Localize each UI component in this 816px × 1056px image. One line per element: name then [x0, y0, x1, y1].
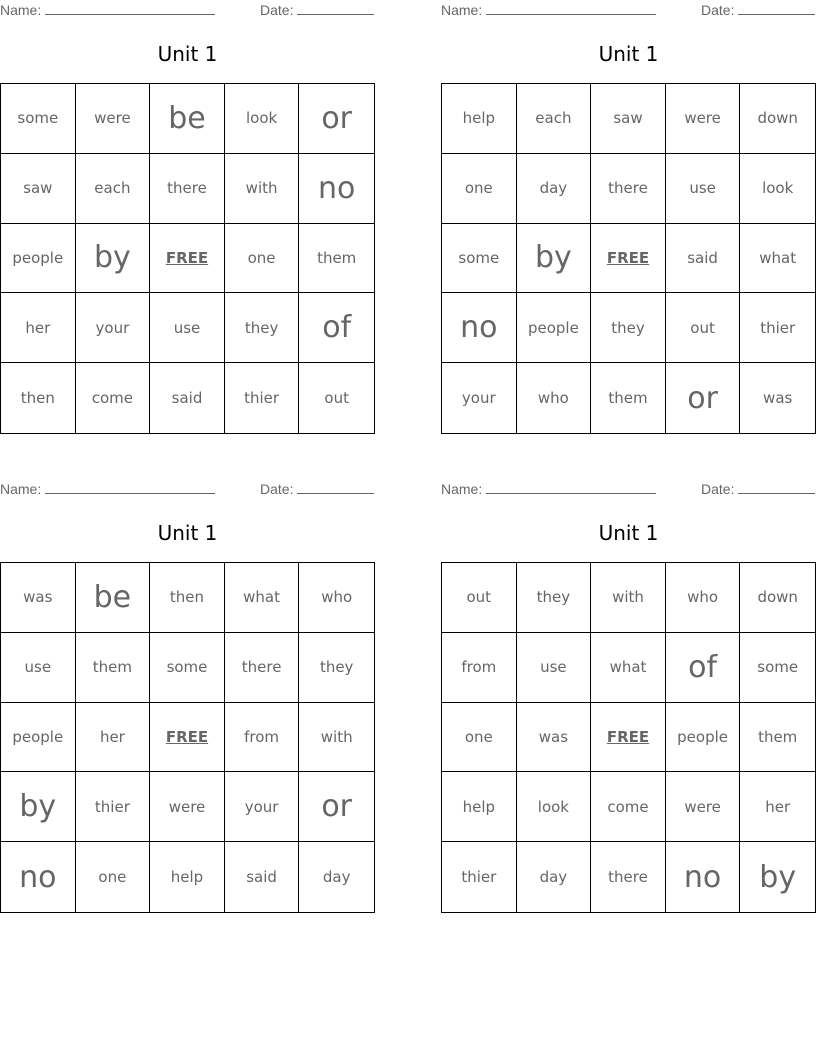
bingo-cell[interactable]: were: [150, 772, 225, 842]
bingo-cell[interactable]: by: [76, 224, 151, 294]
bingo-cell[interactable]: then: [150, 563, 225, 633]
bingo-cell[interactable]: who: [666, 563, 741, 633]
bingo-cell[interactable]: who: [517, 363, 592, 433]
bingo-cell[interactable]: was: [1, 563, 76, 633]
bingo-cell[interactable]: there: [225, 633, 300, 703]
bingo-cell[interactable]: day: [517, 842, 592, 912]
bingo-cell[interactable]: her: [76, 703, 151, 773]
bingo-cell[interactable]: no: [299, 154, 374, 224]
date-line: [297, 2, 374, 15]
bingo-cell[interactable]: your: [225, 772, 300, 842]
bingo-cell[interactable]: they: [299, 633, 374, 703]
bingo-cell[interactable]: people: [1, 703, 76, 773]
bingo-cell[interactable]: with: [299, 703, 374, 773]
bingo-cell[interactable]: saw: [591, 84, 666, 154]
bingo-cell[interactable]: help: [442, 772, 517, 842]
bingo-cell[interactable]: what: [591, 633, 666, 703]
bingo-cell[interactable]: help: [150, 842, 225, 912]
bingo-cell[interactable]: by: [517, 224, 592, 294]
bingo-cell[interactable]: what: [740, 224, 815, 294]
bingo-cell[interactable]: of: [666, 633, 741, 703]
bingo-cell[interactable]: be: [150, 84, 225, 154]
card-title: Unit 1: [157, 42, 218, 66]
bingo-cell[interactable]: said: [225, 842, 300, 912]
bingo-cell[interactable]: down: [740, 563, 815, 633]
bingo-cell[interactable]: no: [666, 842, 741, 912]
name-label: Name:: [441, 2, 483, 18]
bingo-cell[interactable]: some: [1, 84, 76, 154]
bingo-cell[interactable]: come: [591, 772, 666, 842]
bingo-cell[interactable]: were: [666, 772, 741, 842]
bingo-cell[interactable]: with: [225, 154, 300, 224]
date-field[interactable]: [260, 481, 374, 497]
date-label: Date:: [260, 481, 294, 497]
bingo-cell[interactable]: they: [591, 293, 666, 363]
bingo-cell[interactable]: thier: [225, 363, 300, 433]
name-field[interactable]: [0, 2, 215, 18]
date-line: [738, 481, 815, 494]
bingo-cell[interactable]: or: [299, 772, 374, 842]
bingo-cell[interactable]: look: [740, 154, 815, 224]
date-line: [297, 481, 374, 494]
bingo-cell[interactable]: said: [666, 224, 741, 294]
name-label: Name:: [0, 2, 42, 18]
bingo-cell[interactable]: look: [517, 772, 592, 842]
bingo-cell[interactable]: thier: [442, 842, 517, 912]
bingo-cell[interactable]: use: [666, 154, 741, 224]
bingo-cell[interactable]: no: [1, 842, 76, 912]
bingo-cell[interactable]: was: [517, 703, 592, 773]
free-space[interactable]: FREE: [150, 224, 225, 294]
bingo-cell[interactable]: thier: [76, 772, 151, 842]
name-field[interactable]: [441, 2, 656, 18]
bingo-cell[interactable]: who: [299, 563, 374, 633]
bingo-cell[interactable]: or: [299, 84, 374, 154]
bingo-cell[interactable]: them: [299, 224, 374, 294]
bingo-cell[interactable]: were: [666, 84, 741, 154]
bingo-cell[interactable]: there: [150, 154, 225, 224]
bingo-cell[interactable]: there: [591, 154, 666, 224]
name-line: [45, 481, 215, 494]
name-line: [486, 481, 656, 494]
date-field[interactable]: [701, 2, 815, 18]
bingo-grid: [441, 83, 816, 434]
bingo-cell[interactable]: from: [442, 633, 517, 703]
bingo-cell[interactable]: your: [442, 363, 517, 433]
card-title: Unit 1: [157, 521, 218, 545]
date-line: [738, 2, 815, 15]
bingo-cell[interactable]: said: [150, 363, 225, 433]
bingo-cell[interactable]: use: [1, 633, 76, 703]
bingo-cell[interactable]: them: [591, 363, 666, 433]
name-line: [486, 2, 656, 15]
bingo-cell[interactable]: look: [225, 84, 300, 154]
bingo-cell[interactable]: people: [666, 703, 741, 773]
bingo-cell[interactable]: her: [1, 293, 76, 363]
bingo-cell[interactable]: come: [76, 363, 151, 433]
date-label: Date:: [260, 2, 294, 18]
bingo-cell[interactable]: they: [517, 563, 592, 633]
card-title: Unit 1: [598, 521, 659, 545]
bingo-cell[interactable]: out: [666, 293, 741, 363]
bingo-cell[interactable]: them: [76, 633, 151, 703]
name-field[interactable]: [441, 481, 656, 497]
date-label: Date:: [701, 2, 735, 18]
bingo-cell[interactable]: day: [322, 868, 351, 887]
bingo-cell[interactable]: some: [442, 224, 517, 294]
bingo-cell[interactable]: help: [442, 84, 517, 154]
bingo-cell[interactable]: each: [76, 154, 151, 224]
name-label: Name:: [441, 481, 483, 497]
bingo-cell[interactable]: they: [225, 293, 300, 363]
bingo-cell[interactable]: then: [1, 363, 76, 433]
name-line: [45, 2, 215, 15]
bingo-cell[interactable]: one: [76, 842, 151, 912]
bingo-cell[interactable]: one: [442, 703, 517, 773]
bingo-cell[interactable]: from: [225, 703, 300, 773]
bingo-cell[interactable]: them: [740, 703, 815, 773]
bingo-cell[interactable]: people: [1, 224, 76, 294]
bingo-cell[interactable]: be: [76, 563, 151, 633]
bingo-cell[interactable]: what: [225, 563, 300, 633]
bingo-cell[interactable]: people: [517, 293, 592, 363]
bingo-cell[interactable]: saw: [1, 154, 76, 224]
bingo-cell[interactable]: day: [517, 154, 592, 224]
free-space[interactable]: FREE: [150, 703, 225, 773]
date-field[interactable]: [701, 481, 815, 497]
card-title: Unit 1: [598, 42, 659, 66]
bingo-cell[interactable]: your: [76, 293, 151, 363]
bingo-cell[interactable]: each: [517, 84, 592, 154]
bingo-cell[interactable]: down: [740, 84, 815, 154]
name-label: Name:: [0, 481, 42, 497]
bingo-cell[interactable]: there: [591, 842, 666, 912]
bingo-cell[interactable]: out: [324, 389, 349, 408]
bingo-cell[interactable]: out: [442, 563, 517, 633]
bingo-cell[interactable]: one: [225, 224, 300, 294]
bingo-cell[interactable]: were: [76, 84, 151, 154]
bingo-grid: [0, 83, 375, 434]
bingo-cell[interactable]: was: [763, 389, 793, 408]
bingo-cell[interactable]: one: [442, 154, 517, 224]
bingo-cell[interactable]: her: [740, 772, 815, 842]
bingo-grid: [0, 562, 375, 913]
name-field[interactable]: [0, 481, 215, 497]
bingo-cell[interactable]: with: [591, 563, 666, 633]
bingo-cell[interactable]: use: [517, 633, 592, 703]
bingo-grid: [441, 562, 816, 913]
bingo-cell[interactable]: use: [150, 293, 225, 363]
bingo-cell[interactable]: no: [442, 293, 517, 363]
bingo-cell[interactable]: some: [740, 633, 815, 703]
bingo-cell[interactable]: by: [1, 772, 76, 842]
date-label: Date:: [701, 481, 735, 497]
bingo-cell[interactable]: thier: [740, 293, 815, 363]
bingo-cell[interactable]: of: [299, 293, 374, 363]
bingo-cell[interactable]: some: [150, 633, 225, 703]
bingo-cell[interactable]: or: [666, 363, 741, 433]
bingo-cell[interactable]: by: [759, 859, 797, 895]
free-space[interactable]: FREE: [591, 703, 666, 773]
free-space[interactable]: FREE: [591, 224, 666, 294]
date-field[interactable]: [260, 2, 374, 18]
